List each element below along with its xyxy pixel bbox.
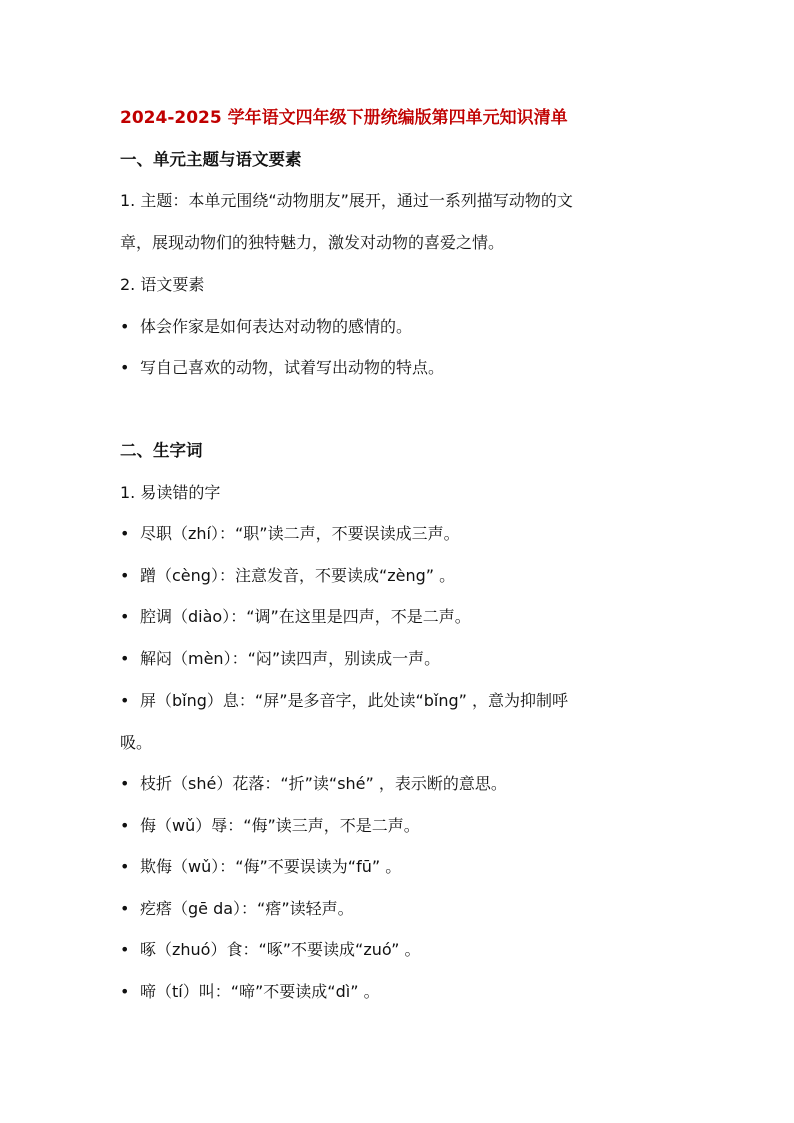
list-item-text: 尽职（zhí）：“职”读二声，不要误读成三声。 xyxy=(140,524,460,543)
list-item-text: 枝折（shé）花落：“折”读“shé” ，表示断的意思。 xyxy=(140,774,507,793)
list-item xyxy=(120,980,680,1004)
list-item xyxy=(120,564,680,588)
bullet-icon: • xyxy=(120,982,130,1001)
list-item-text: 疙瘩（gē da）：“瘩”读轻声。 xyxy=(140,899,354,918)
list-item-text: 蹭（cèng）：注意发音，不要读成“zèng” 。 xyxy=(140,566,456,585)
bullet-icon: • xyxy=(120,857,130,876)
theme-paragraph-line-2: 章，展现动物们的独特魅力，激发对动物的喜爱之情。 xyxy=(120,233,505,252)
list-item-text: 侮（wǔ）辱：“侮”读三声，不是二声。 xyxy=(140,816,420,835)
list-item-text: 啼（tí）叫：“啼”不要读成“dì” 。 xyxy=(140,982,380,1001)
section-heading-unit-theme: 一、单元主题与语文要素 xyxy=(120,150,302,169)
list-item xyxy=(120,772,680,796)
bullet-icon: • xyxy=(120,691,130,710)
bullet-icon: • xyxy=(120,607,130,626)
bullet-icon: • xyxy=(120,317,130,336)
bullet-icon: • xyxy=(120,899,130,918)
list-item xyxy=(120,605,680,629)
bullet-icon: • xyxy=(120,940,130,959)
list-item-text: 体会作家是如何表达对动物的感情的。 xyxy=(140,317,413,336)
bullet-icon: • xyxy=(120,816,130,835)
list-item xyxy=(120,356,680,380)
bullet-icon: • xyxy=(120,358,130,377)
list-item xyxy=(120,522,680,546)
list-item xyxy=(120,689,680,713)
bullet-icon: • xyxy=(120,524,130,543)
list-item-text: 解闷（mèn）：“闷”读四声，别读成一声。 xyxy=(140,649,441,668)
list-item xyxy=(120,938,680,962)
list-item xyxy=(120,315,680,339)
language-elements-label: 2. 语文要素 xyxy=(120,275,205,294)
bullet-icon: • xyxy=(120,774,130,793)
document-title: 2024-2025 学年语文四年级下册统编版第四单元知识清单 xyxy=(120,108,568,128)
bullet-icon: • xyxy=(120,649,130,668)
section-heading-new-words: 二、生字词 xyxy=(120,441,203,460)
bullet-icon: • xyxy=(120,566,130,585)
list-item-text: 啄（zhuó）食：“啄”不要读成“zuó” 。 xyxy=(140,940,421,959)
list-item xyxy=(120,814,680,838)
list-item-text: 欺侮（wǔ）：“侮”不要误读为“fū” 。 xyxy=(140,857,402,876)
list-item-continuation: 吸。 xyxy=(120,733,153,752)
theme-paragraph-line-1: 1. 主题：本单元围绕“动物朋友”展开，通过一系列描写动物的文 xyxy=(120,191,573,210)
list-item xyxy=(120,647,680,671)
list-item-text: 腔调（diào）：“调”在这里是四声，不是二声。 xyxy=(140,607,471,626)
list-item-text: 屏（bǐng）息：“屏”是多音字，此处读“bǐng” ，意为抑制呼 xyxy=(140,691,569,710)
list-item xyxy=(120,897,680,921)
easily-misread-label: 1. 易读错的字 xyxy=(120,483,221,502)
list-item-text: 写自己喜欢的动物，试着写出动物的特点。 xyxy=(140,358,445,377)
list-item xyxy=(120,855,680,879)
